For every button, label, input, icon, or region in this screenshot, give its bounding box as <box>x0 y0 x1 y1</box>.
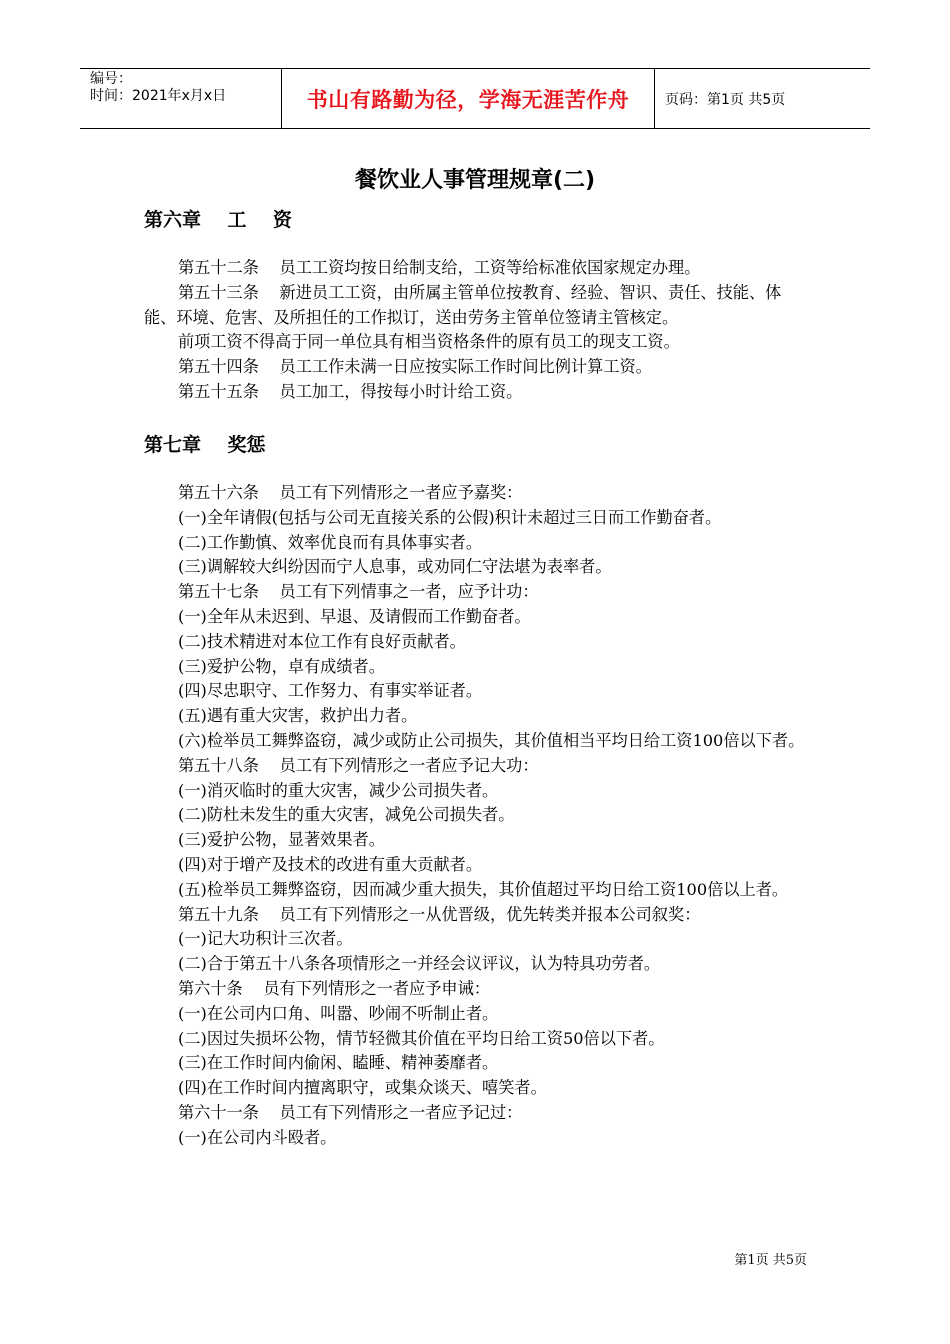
paragraph: 第五十二条 员工工资均按日给制支给，工资等给标准依国家规定办理。 <box>178 258 701 277</box>
page-footer: 第1页 共5页 <box>734 1253 807 1268</box>
paragraph: (三)爱护公物，显著效果者。 <box>178 830 385 850</box>
paragraph: (三)在工作时间内偷闲、瞌睡、精神萎靡者。 <box>178 1053 499 1073</box>
date-line: 时间：2021年x月x日 <box>90 88 227 104</box>
paragraph: 第五十六条 员工有下列情形之一者应予嘉奖： <box>178 483 523 502</box>
paragraph: (一)记大功积计三次者。 <box>178 929 353 949</box>
paragraph: (一)消灭临时的重大灾害，减少公司损失者。 <box>178 780 499 800</box>
paragraph: 前项工资不得高于同一单位具有相当资格条件的原有员工的现支工资。 <box>178 332 680 352</box>
serial-label: 编号： <box>90 71 132 87</box>
paragraph: (一)在公司内斗殴者。 <box>178 1127 337 1147</box>
paragraph: (一)全年从未迟到、早退、及请假而工作勤奋者。 <box>178 606 531 626</box>
chapter-7-body <box>144 481 810 1151</box>
paragraph: (六)检举员工舞弊盗窃，减少或防止公司损失，其价值相当平均日给工资100倍以下者。 <box>178 730 805 750</box>
paragraph: 第五十八条 员工有下列情形之一者应予记大功： <box>178 755 539 775</box>
paragraph: 第六十条 员有下列情形之一者应予申诫： <box>178 978 490 998</box>
paragraph: (二)技术精进对本位工作有良好贡献者。 <box>178 631 466 651</box>
chapter-6-heading: 第六章 工 资 <box>144 209 292 231</box>
paragraph: (五)检举员工舞弊盗窃，因而减少重大损失，其价值超过平均日给工资100倍以上者。 <box>178 879 789 899</box>
document-title: 餐饮业人事管理规章(二) <box>354 168 596 193</box>
chapter-7-heading: 第七章 奖惩 <box>144 434 266 456</box>
paragraph: 第五十三条 新进员工工资，由所属主管单位按教育、经验、智识、责任、技能、体能、环境、危害、及所担任的工作拟订，送由劳务主管单位签请主管核定。 <box>144 282 782 327</box>
paragraph: (三)调解较大纠纷因而宁人息事，或劝同仁守法堪为表率者。 <box>178 557 612 577</box>
paragraph: (五)遇有重大灾害，救护出力者。 <box>178 706 418 726</box>
paragraph: (二)防杜未发生的重大灾害，减免公司损失者。 <box>178 805 515 825</box>
paragraph: 第六十一条 员工有下列情形之一者应予记过： <box>178 1102 523 1122</box>
paragraph: (一)全年请假(包括与公司无直接关系的公假)积计未超过三日而工作勤奋者。 <box>178 507 722 527</box>
paragraph: 第五十五条 员工加工，得按每小时计给工资。 <box>178 381 523 401</box>
paragraph: (四)在工作时间内擅离职守，或集众谈天、嘻笑者。 <box>178 1078 547 1098</box>
paragraph: (四)对于增产及技术的改进有重大贡献者。 <box>178 854 483 874</box>
paragraph: (二)工作勤慎、效率优良而有具体事实者。 <box>178 532 483 552</box>
chapter-6-body <box>144 256 810 405</box>
page-header <box>80 68 870 129</box>
paragraph: 第五十七条 员工有下列情事之一者，应予计功： <box>178 582 539 602</box>
paragraph: (三)爱护公物，卓有成绩者。 <box>178 656 385 676</box>
header-motto: 书山有路勤为径，学海无涯苦作舟 <box>282 69 655 128</box>
paragraph: (四)尽忠职守、工作努力、有事实举证者。 <box>178 681 483 701</box>
paragraph: (一)在公司内口角、叫嚣、吵闹不听制止者。 <box>178 1003 499 1023</box>
header-meta-cell <box>80 69 282 128</box>
paragraph: 第五十九条 员工有下列情形之一从优晋级，优先转类并报本公司叙奖： <box>178 904 701 924</box>
paragraph: (二)因过失损坏公物，情节轻微其价值在平均日给工资50倍以下者。 <box>178 1028 665 1048</box>
paragraph: 第五十四条 员工工作未满一日应按实际工作时间比例计算工资。 <box>178 357 652 377</box>
header-page-info: 页码：第1页 共5页 <box>665 91 786 108</box>
paragraph: (二)合于第五十八条各项情形之一并经会议评议，认为特具功劳者。 <box>178 954 661 974</box>
